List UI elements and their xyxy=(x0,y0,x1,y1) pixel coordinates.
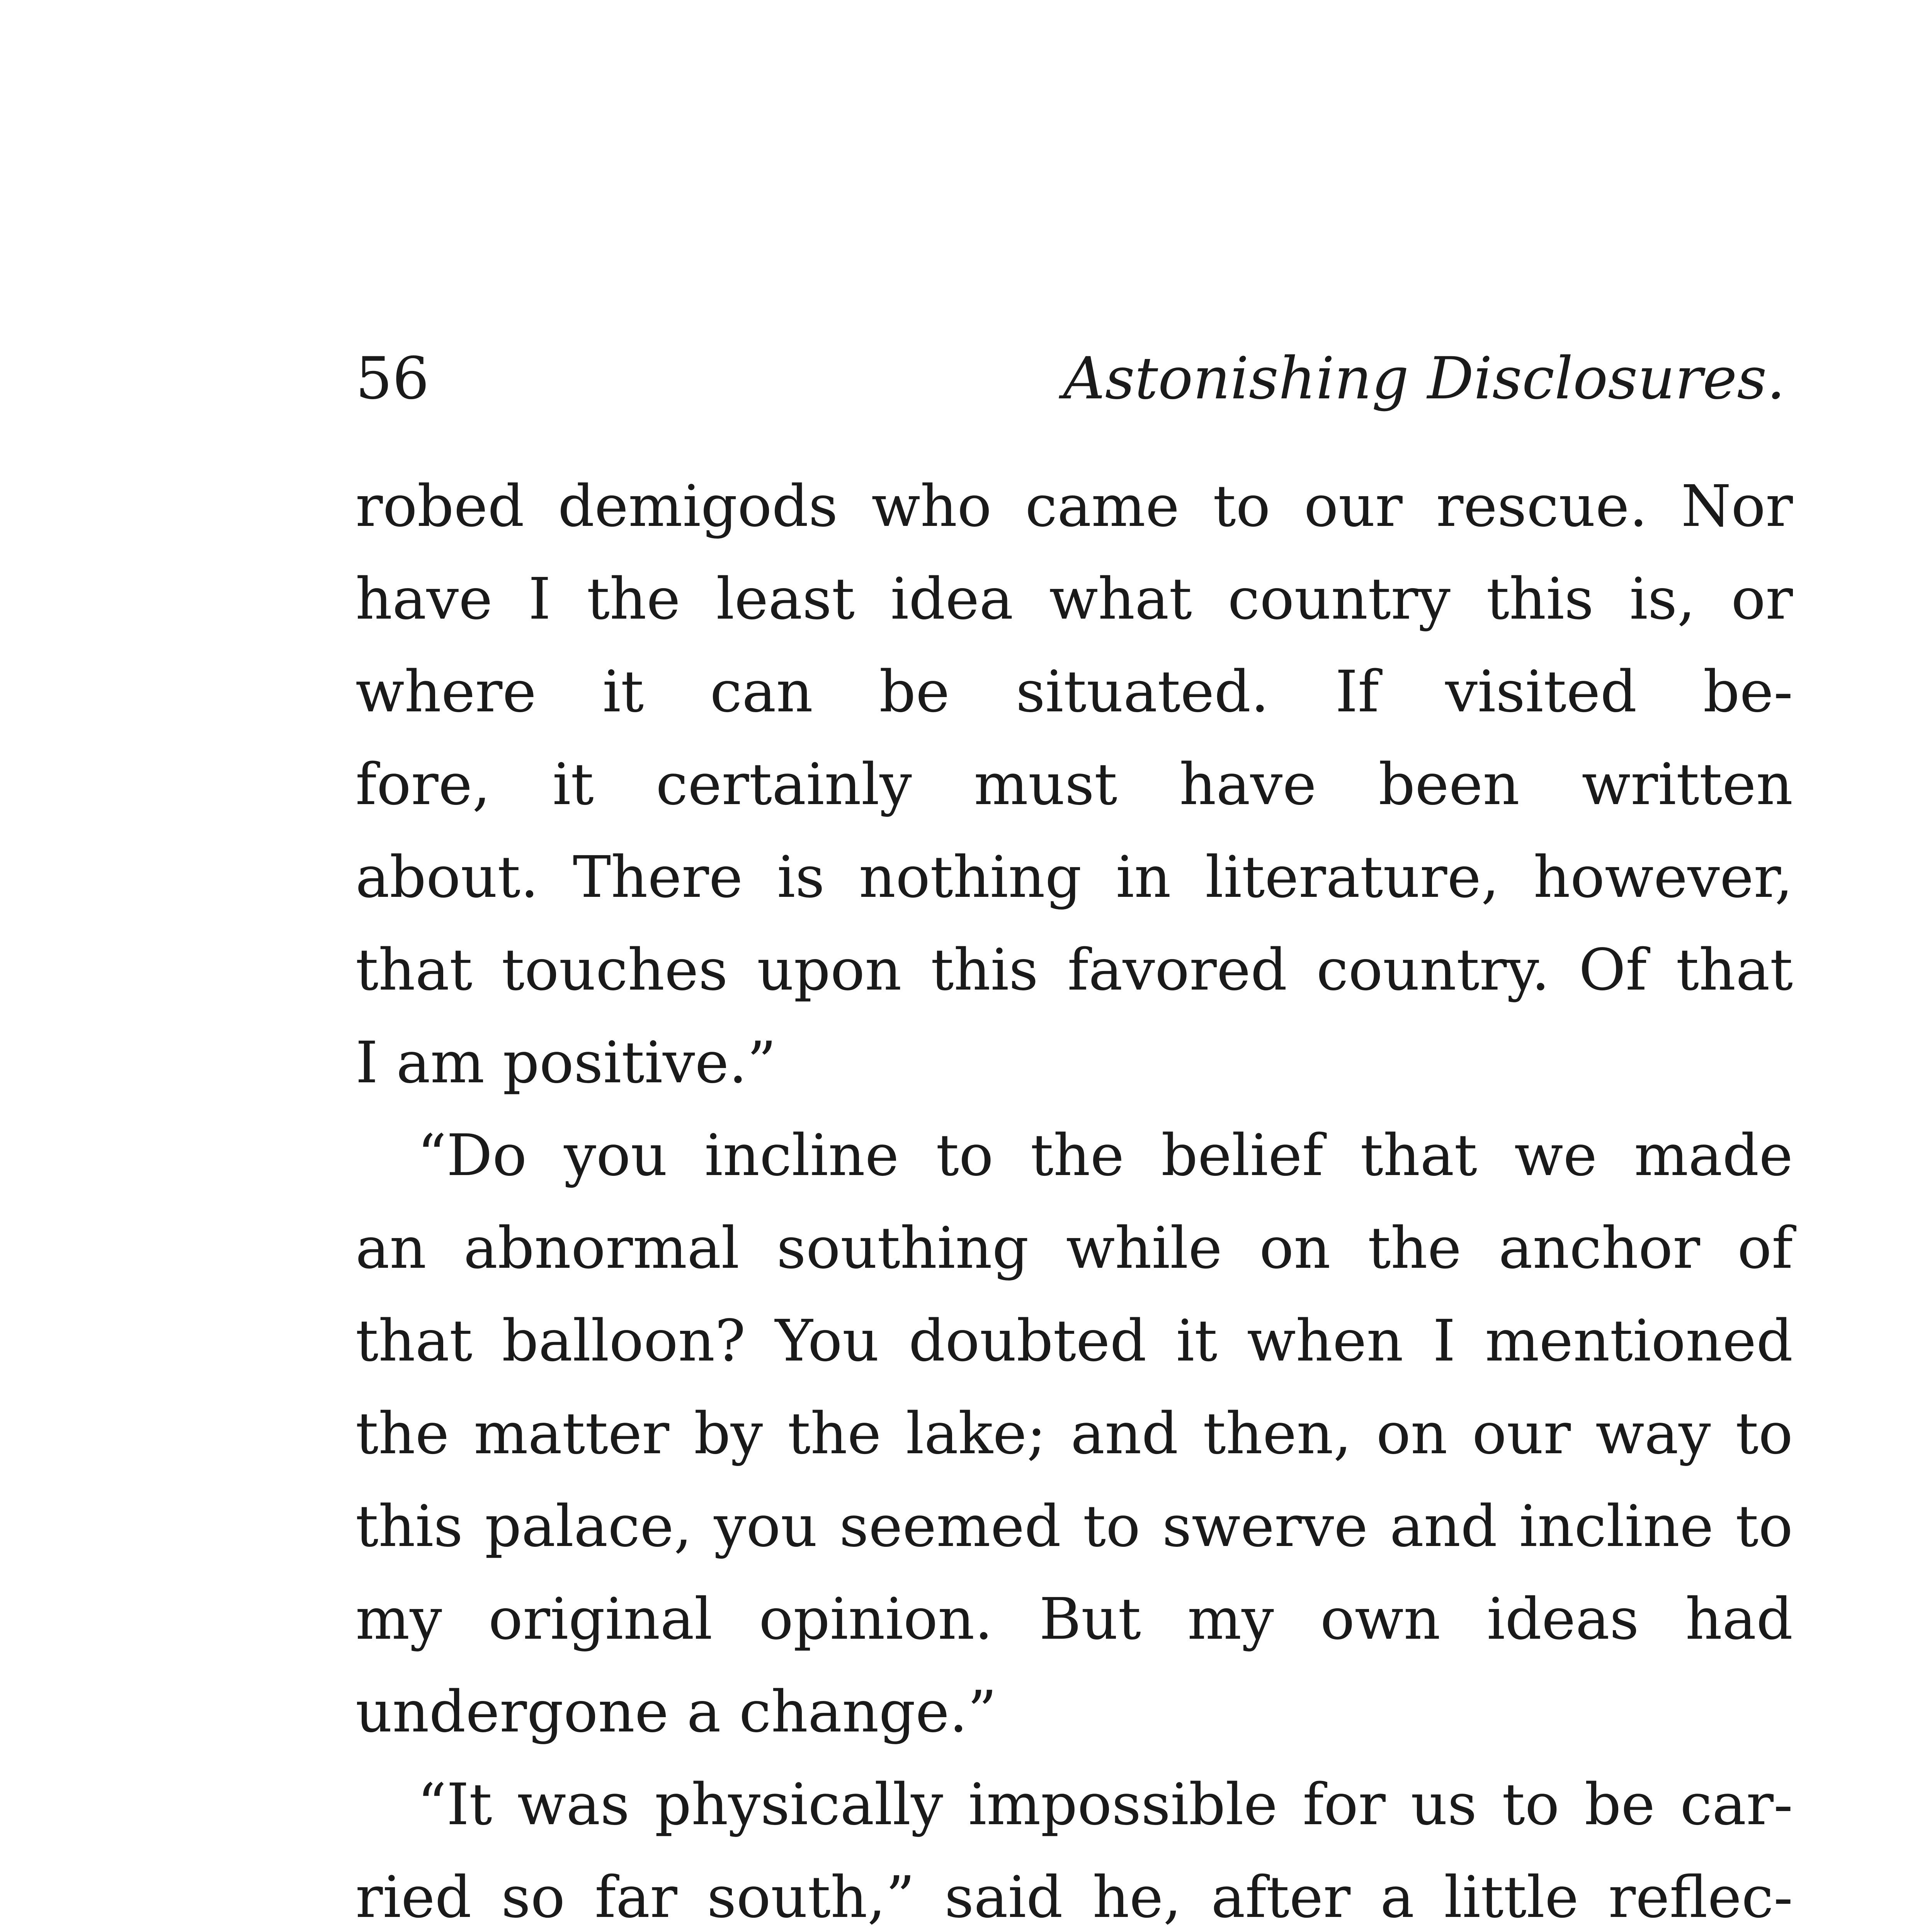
text-line: fore, it certainly must have been written xyxy=(355,751,1793,818)
text-line: “Do you incline to the belief that we made xyxy=(417,1122,1793,1189)
page-header xyxy=(355,340,1785,417)
text-line: “It was physically impossible for us to be car- xyxy=(417,1771,1793,1838)
text-line: my original opinion. But my own ideas had xyxy=(355,1586,1793,1652)
text-line: the matter by the lake; and then, on our way to xyxy=(355,1400,1793,1467)
text-line: this palace, you seemed to swerve and incline to xyxy=(355,1493,1793,1560)
text-line: I am positive.” xyxy=(355,1029,776,1096)
text-line: where it can be situated. If visited be- xyxy=(355,658,1793,725)
running-title: Astonishing Disclosures. xyxy=(1063,345,1785,412)
page-number: 56 xyxy=(355,345,429,412)
text-line: undergone a change.” xyxy=(355,1679,997,1745)
text-line: that balloon? You doubted it when I mentioned xyxy=(355,1308,1793,1374)
text-line: robed demigods who came to our rescue. Nor xyxy=(355,473,1793,539)
text-line: ried so far south,” said he, after a little reflec- xyxy=(355,1864,1793,1930)
text-line: an abnormal southing while on the anchor of xyxy=(355,1215,1793,1281)
text-line: that touches upon this favored country. Of that xyxy=(355,937,1793,1003)
text-line: have I the least idea what country this is, or xyxy=(355,566,1793,632)
body-text xyxy=(355,460,1793,1932)
text-line: about. There is nothing in literature, however, xyxy=(355,844,1793,910)
